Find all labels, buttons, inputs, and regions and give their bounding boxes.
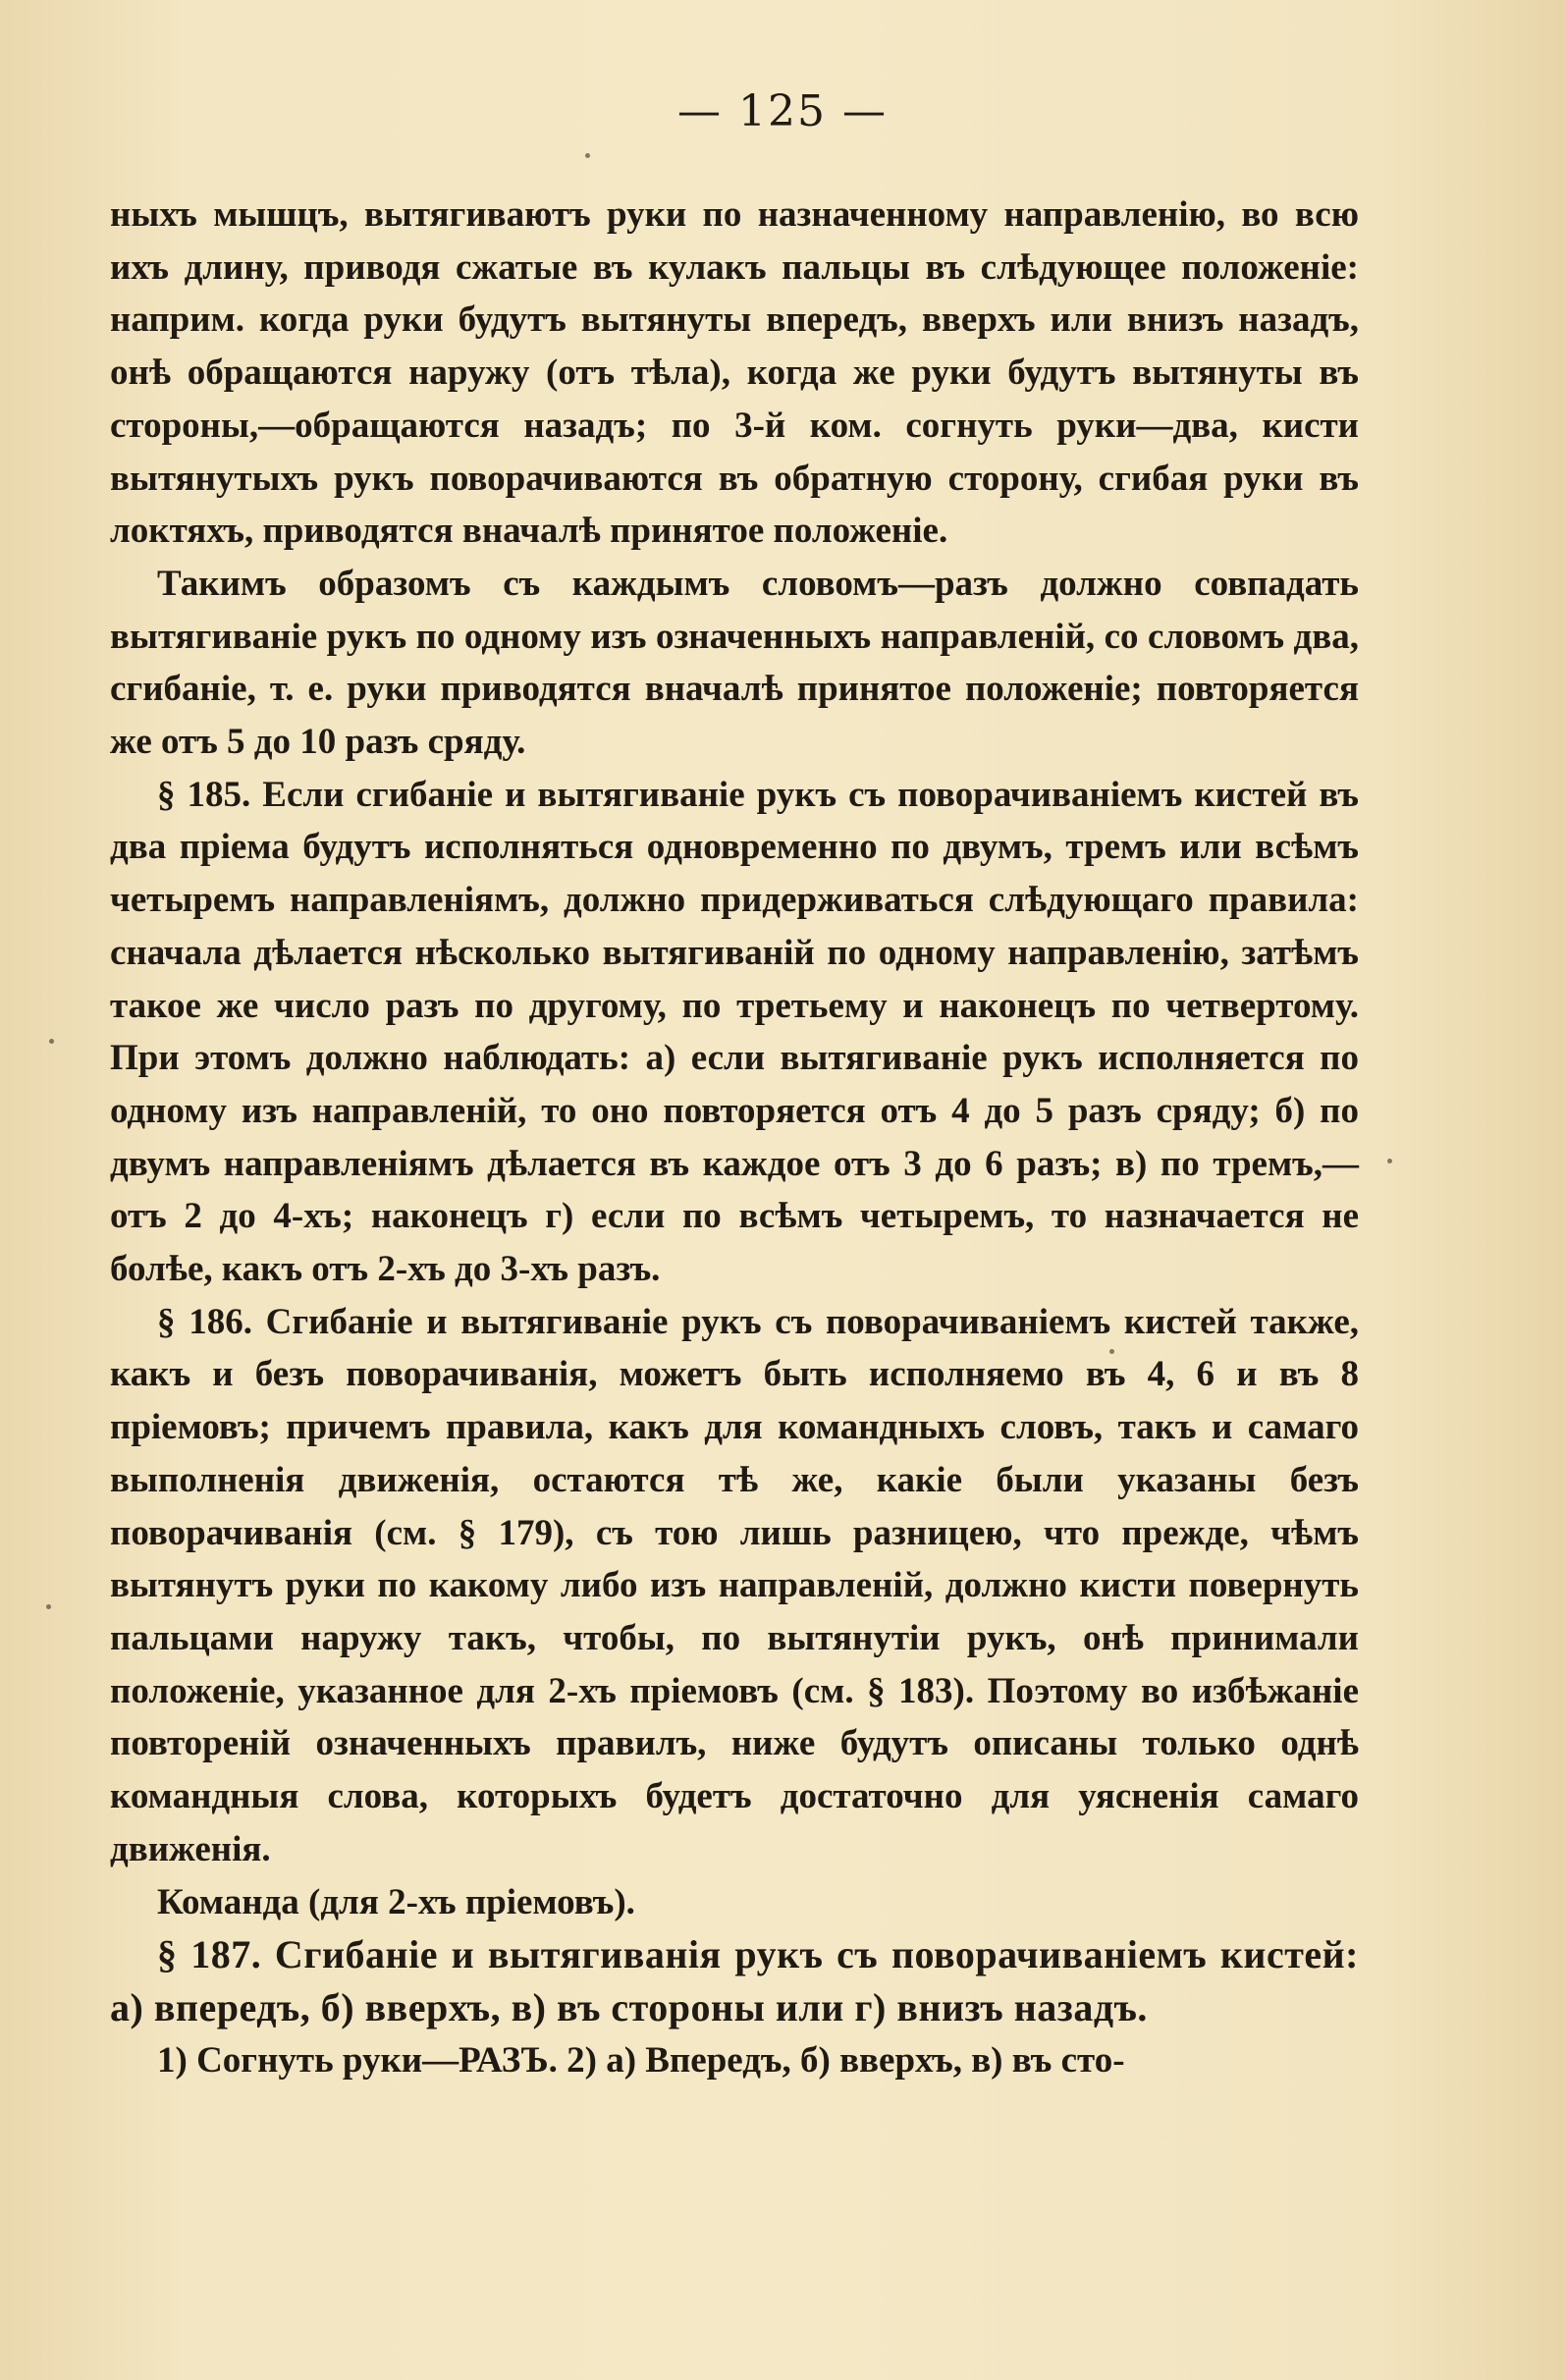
ink-speck	[1387, 1159, 1392, 1163]
page-text	[110, 189, 1359, 2086]
paragraph: ныхъ мышцъ, вытягиваютъ руки по назначенному направленію, во всю ихъ длину, приводя сжатые въ кулакъ пальцы въ слѣдующее положеніе: наприм. когда руки будутъ вытянуты впередъ, вверхъ или внизъ назадъ, онѣ обращаются наружу (отъ тѣла), когда же руки будутъ вытянуты въ стороны,—обращаются назадъ; по 3-й ком. согнуть руки—два, кисти вытянутыхъ рукъ поворачиваются въ обратную сторону, сгибая руки въ локтяхъ, приводятся вначалѣ принятое положеніе.	[110, 194, 1359, 552]
ink-speck	[46, 1604, 51, 1609]
page-number: — 125 —	[677, 86, 888, 136]
paragraph: § 185. Если сгибаніе и вытягиваніе рукъ съ поворачиваніемъ кистей въ два пріема будутъ исполняться одновременно по двумъ, тремъ или всѣмъ четыремъ направленіямъ, должно придерживаться слѣдующаго правила: сначала дѣлается нѣсколько вытягиваній по одному направленію, затѣмъ такое же число разъ по другому, по третьему и наконецъ по четвертому. При этомъ должно наблюдать: а) если вытягиваніе рукъ исполняется по одному изъ направленій, то оно повторяется отъ 4 до 5 разъ сряду; б) по двумъ направленіямъ дѣлается въ каждое отъ 3 до 6 разъ; в) по тремъ,—отъ 2 до 4-хъ; наконецъ г) если по всѣмъ четыремъ, то назначается не болѣе, какъ отъ 2-хъ до 3-хъ разъ.	[110, 774, 1359, 1290]
command-label: Команда (для 2-хъ пріемовъ).	[157, 1881, 635, 1922]
section-heading: § 187. Сгибаніе и вытягиванія рукъ съ поворачиваніемъ кистей: а) впередъ, б) вверхъ, в) въ стороны или г) внизъ назадъ.	[110, 1932, 1359, 2029]
paragraph: 1) Согнуть руки—РАЗЪ. 2) а) Впередъ, б) вверхъ, в) въ сто-	[157, 2039, 1125, 2081]
ink-speck	[49, 1039, 54, 1044]
paragraph: Такимъ образомъ съ каждымъ словомъ—разъ должно совпадать вытягиваніе рукъ по одному изъ означенныхъ направленій, со словомъ два, сгибаніе, т. е. руки приводятся вначалѣ принятое положеніе; повторяется же отъ 5 до 10 разъ сряду.	[110, 563, 1359, 763]
ink-speck	[585, 153, 590, 158]
paragraph: § 186. Сгибаніе и вытягиваніе рукъ съ поворачиваніемъ кистей также, какъ и безъ поворачиванія, можетъ быть исполняемо въ 4, 6 и въ 8 пріемовъ; причемъ правила, какъ для командныхъ словъ, такъ и самаго выполненія движенія, остаются тѣ же, какіе были указаны безъ поворачиванія (см. § 179), съ тою лишь разницею, что прежде, чѣмъ вытянутъ руки по какому либо изъ направленій, должно кисти повернуть пальцами наружу такъ, чтобы, по вытянутіи рукъ, онѣ принимали положеніе, указанное для 2-хъ пріемовъ (см. § 183). Поэтому во избѣжаніе повтореній означенныхъ правилъ, ниже будутъ описаны только однѣ командныя слова, которыхъ будетъ достаточно для уясненія самаго движенія.	[110, 1301, 1359, 1869]
ink-speck	[1109, 1349, 1114, 1354]
